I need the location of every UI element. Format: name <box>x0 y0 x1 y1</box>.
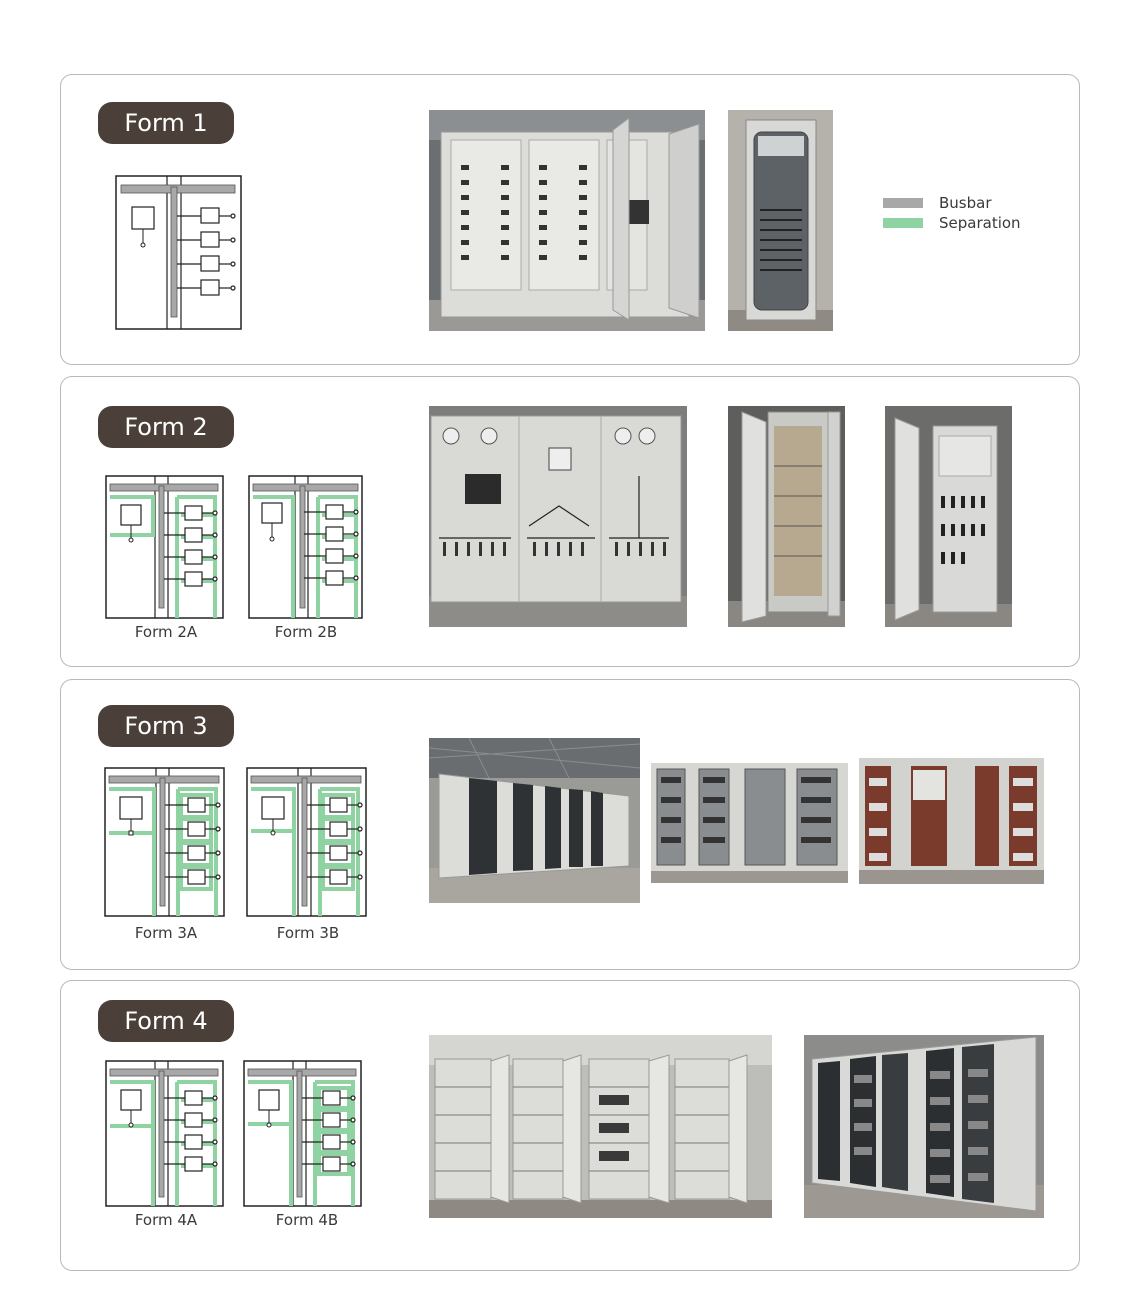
form-3b-diagram <box>246 767 370 919</box>
form-4b-caption: Form 4B <box>275 1211 339 1229</box>
legend-busbar <box>883 193 1021 213</box>
form-4-panel <box>60 980 1080 1271</box>
form-1-title: Form 1 <box>98 102 234 144</box>
busbar-swatch <box>883 198 923 208</box>
form-2-panel <box>60 376 1080 667</box>
legend <box>883 193 1021 233</box>
form-4a-diagram <box>105 1060 227 1208</box>
switchboard-photo <box>429 110 705 331</box>
compartmented-switchboard-photo-1 <box>429 1035 772 1218</box>
form-4-title: Form 4 <box>98 1000 234 1042</box>
form-4b-diagram <box>243 1060 365 1208</box>
switchboard-front-photo <box>429 406 687 627</box>
form-2-title: Form 2 <box>98 406 234 448</box>
open-compartments-photo-1 <box>651 763 848 883</box>
form-3-panel <box>60 679 1080 970</box>
form-3a-diagram <box>104 767 228 919</box>
form-2b-caption: Form 2B <box>274 623 338 641</box>
open-compartments-photo-2 <box>859 758 1044 884</box>
open-cabinet-photo-2 <box>885 406 1012 627</box>
switchboard-row-photo <box>429 738 640 903</box>
separation-swatch <box>883 218 923 228</box>
form-3-title: Form 3 <box>98 705 234 747</box>
form-1-diagram <box>115 175 245 333</box>
busbar-label: Busbar <box>939 194 992 212</box>
separation-label: Separation <box>939 214 1021 232</box>
form-2a-diagram <box>105 475 227 621</box>
form-3b-caption: Form 3B <box>276 924 340 942</box>
compartmented-switchboard-photo-2 <box>804 1035 1044 1218</box>
form-1-panel <box>60 74 1080 365</box>
single-cabinet-photo <box>728 110 833 331</box>
form-2b-diagram <box>248 475 370 621</box>
form-4a-caption: Form 4A <box>134 1211 198 1229</box>
form-2a-caption: Form 2A <box>134 623 198 641</box>
form-3a-caption: Form 3A <box>134 924 198 942</box>
open-cabinet-photo-1 <box>728 406 845 627</box>
legend-separation <box>883 213 1021 233</box>
